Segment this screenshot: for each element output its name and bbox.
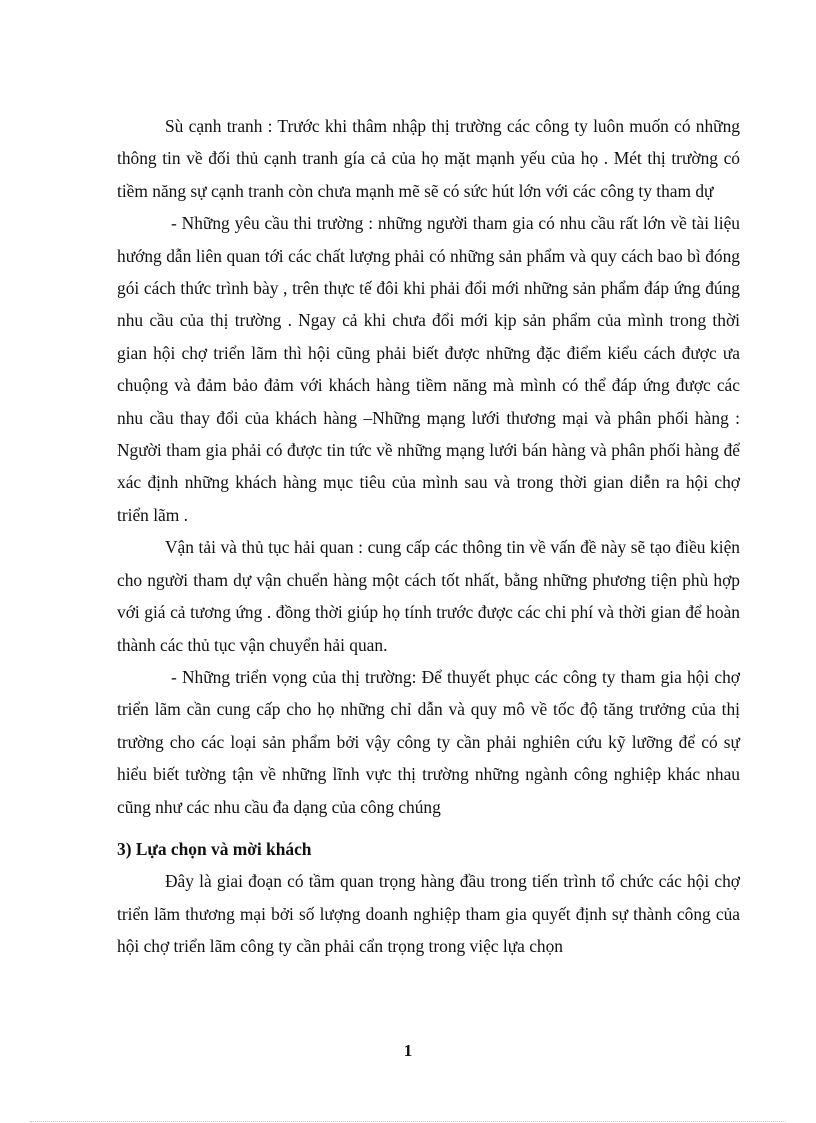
section-heading: 3) Lựa chọn và mời khách — [117, 838, 312, 859]
document-body — [117, 110, 740, 963]
paragraph-guest-selection: Đây là giai đoạn có tầm quan trọng hàng đầu trong tiến trình tổ chức các hội chợ triển lãm thương mại bởi số lượng doanh nghiệp tham gia quyết định sự thành công của hội chợ triển lãm công ty cần phải cẩn trọng trong việc lựa chọn — [117, 871, 740, 957]
paragraph-transport-customs: Vận tải và thủ tục hải quan : cung cấp các thông tin về vấn đề này sẽ tạo điều kiện cho người tham dự vận chuển hàng một cách tốt nhất, bằng những phương tiện phù hợp với giá cả tương ứng . đồng thời giúp họ tính trước được các chi phí và thời gian để hoàn thành các thủ tục vận chuyển hải quan. — [117, 537, 740, 655]
paragraph-market-requirements: - Những yêu cầu thi trường : những người tham gia có nhu cầu rất lớn về tài liệu hướng dẫn liên quan tới các chất lượng phải có những sản phẩm và quy cách bao bì đóng gói cách thức trình bày , trên thực tế đôi khi phải đổi mới những sản phẩm đáp ứng đúng nhu cầu của thị trường . Ngay cả khi chưa đổi mới kịp sản phẩm của mình trong thời gian hội chợ triển lãm thì hội cũng phải biết được những đặc điểm kiểu cách được ưa chuộng và đảm bảo đảm với khách hàng tiềm năng mà mình có thể đáp ứng được các nhu cầu thay đổi của khách hàng –Những mạng lưới thương mại và phân phối hàng : Người tham gia phải có được tin tức về những mạng lưới bán hàng và phân phối hàng để xác định những khách hàng mục tiêu của mình sau và trong thời gian diễn ra hội chợ triển lãm . — [117, 213, 740, 525]
page-number: 1 — [403, 1041, 413, 1060]
paragraph-competition: Sù cạnh tranh : Trước khi thâm nhập thị trường các công ty luôn muốn có những thông tin về đối thủ cạnh tranh gía cả của họ mặt mạnh yếu của họ . Mét thị trường có tiềm năng sự cạnh tranh còn chưa mạnh mẽ sẽ có sức hút lớn với các công ty tham dự — [117, 116, 740, 201]
footer-divider — [30, 1121, 786, 1122]
paragraph-market-prospects: - Những triển vọng của thị trường: Để thuyết phục các công ty tham gia hội chợ triển lãm cần cung cấp cho họ những chỉ dẫn và quy mô về tốc độ tăng trưởng của thị trường cho các loại sản phẩm bởi vậy công ty cần phải nghiên cứu kỹ lưỡng để có sự hiểu biết tường tận về những lĩnh vực thị trường những ngành công nghiệp khác nhau cũng như các nhu cầu đa dạng của công chúng — [117, 666, 740, 817]
